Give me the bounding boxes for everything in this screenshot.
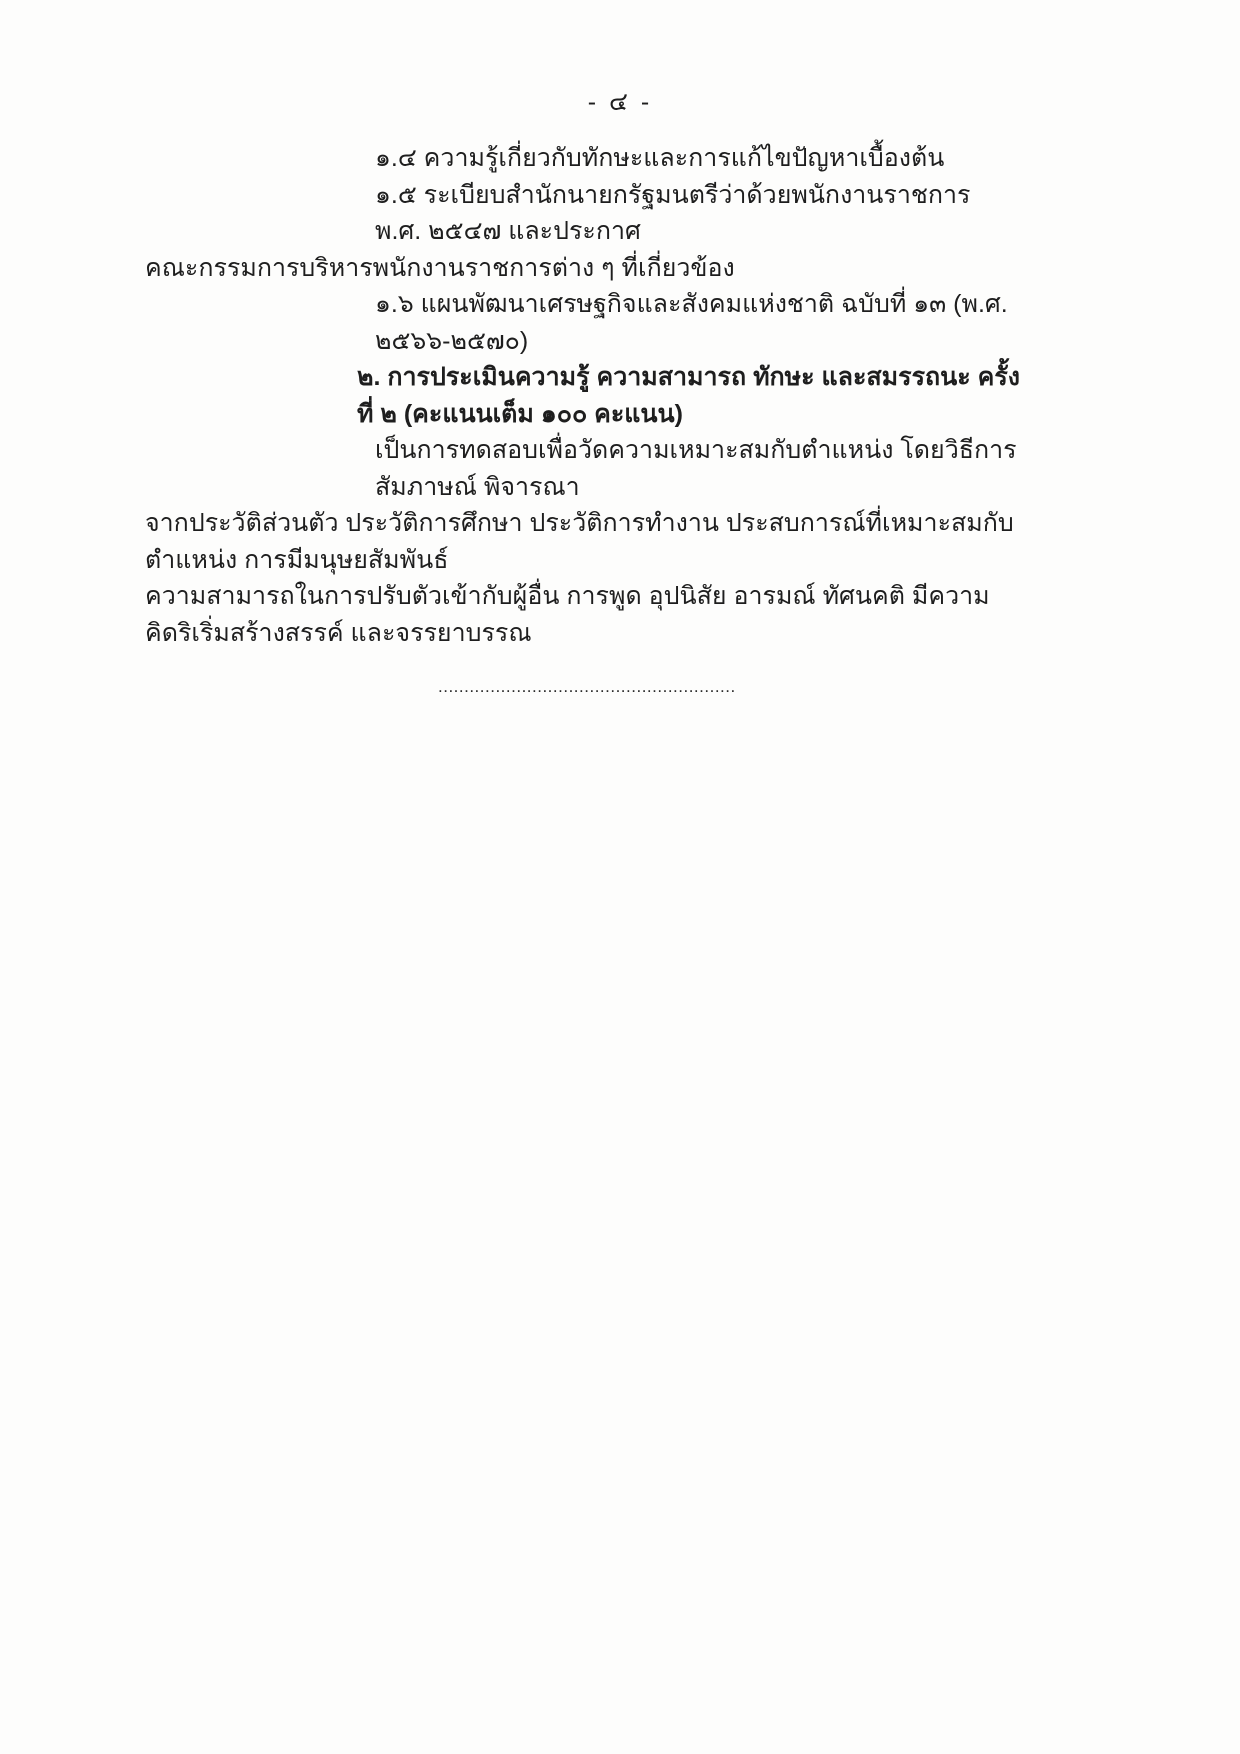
list-item-1-4: ๑.๔ ความรู้เกี่ยวกับทักษะและการแก้ไขปัญหาเบื้องต้น [375, 144, 945, 172]
section-2-heading: ๒. การประเมินความรู้ ความสามารถ ทักษะ และสมรรถนะ ครั้งที่ ๒ (คะแนนเต็ม ๑๐๐ คะแนน) [357, 363, 1020, 428]
paragraph-line-1: เป็นการทดสอบเพื่อวัดความเหมาะสมกับตำแหน่ง โดยวิธีการสัมภาษณ์ พิจารณา [375, 436, 1017, 501]
document-body [145, 140, 1020, 706]
list-item-1-5-line1: ๑.๕ ระเบียบสำนักนายกรัฐมนตรีว่าด้วยพนักงานราชการ พ.ศ. ๒๕๔๗ และประกาศ [375, 180, 971, 245]
list-item-1-6: ๑.๖ แผนพัฒนาเศรษฐกิจและสังคมแห่งชาติ ฉบับที่ ๑๓ (พ.ศ. ๒๕๖๖-๒๕๗๐) [375, 290, 1008, 355]
page-number: - ๔ - [587, 88, 653, 116]
paragraph-line-2: จากประวัติส่วนตัว ประวัติการศึกษา ประวัติการทำงาน ประสบการณ์ที่เหมาะสมกับตำแหน่ง การมีมนุษยสัมพันธ์ [145, 509, 1014, 574]
end-dotted-separator: ......................................................... [438, 677, 736, 696]
list-item-1-5-line2: คณะกรรมการบริหารพนักงานราชการต่าง ๆ ที่เกี่ยวข้อง [145, 253, 735, 282]
paragraph-line-3: ความสามารถในการปรับตัวเข้ากับผู้อื่น การพูด อุปนิสัย อารมณ์ ทัศนคติ มีความคิดริเริ่มสร้างสรรค์ และจรรยาบรรณ [145, 582, 990, 647]
